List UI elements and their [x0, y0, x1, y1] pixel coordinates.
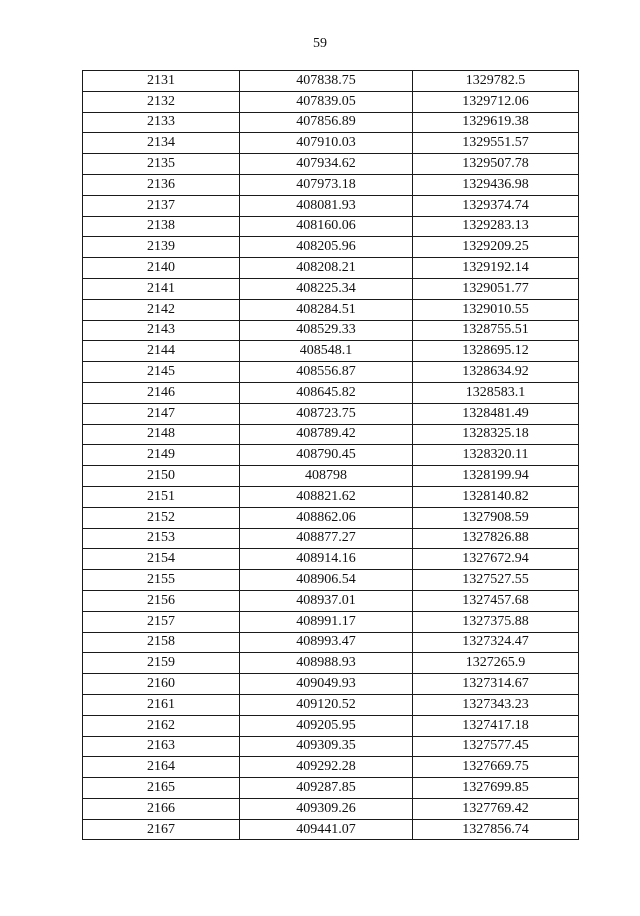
- table-row: [83, 486, 579, 507]
- x-coordinate-cell: 409309.35: [240, 736, 413, 757]
- x-coordinate-cell: 408556.87: [240, 362, 413, 383]
- coordinates-table: [82, 70, 579, 840]
- table-row: [83, 174, 579, 195]
- point-number-cell: 2149: [83, 445, 240, 466]
- page-number: 59: [313, 36, 327, 51]
- point-number-cell: 2163: [83, 736, 240, 757]
- table-row: [83, 445, 579, 466]
- table-row: [83, 674, 579, 695]
- table-row: [83, 528, 579, 549]
- x-coordinate-cell: 408789.42: [240, 424, 413, 445]
- y-coordinate-cell: 1328199.94: [413, 466, 579, 487]
- x-coordinate-cell: 408993.47: [240, 632, 413, 653]
- point-number-cell: 2143: [83, 320, 240, 341]
- y-coordinate-cell: 1328695.12: [413, 341, 579, 362]
- table-row: [83, 299, 579, 320]
- x-coordinate-cell: 408723.75: [240, 403, 413, 424]
- table-row: [83, 694, 579, 715]
- x-coordinate-cell: 408821.62: [240, 486, 413, 507]
- coordinates-table-body: [83, 71, 579, 840]
- x-coordinate-cell: 409292.28: [240, 757, 413, 778]
- y-coordinate-cell: 1327314.67: [413, 674, 579, 695]
- y-coordinate-cell: 1329209.25: [413, 237, 579, 258]
- point-number-cell: 2164: [83, 757, 240, 778]
- table-row: [83, 736, 579, 757]
- table-row: [83, 237, 579, 258]
- point-number-cell: 2162: [83, 715, 240, 736]
- table-row: [83, 798, 579, 819]
- x-coordinate-cell: 408548.1: [240, 341, 413, 362]
- y-coordinate-cell: 1327577.45: [413, 736, 579, 757]
- point-number-cell: 2135: [83, 154, 240, 175]
- table-row: [83, 216, 579, 237]
- y-coordinate-cell: 1329010.55: [413, 299, 579, 320]
- table-row: [83, 507, 579, 528]
- y-coordinate-cell: 1329712.06: [413, 91, 579, 112]
- table-row: [83, 590, 579, 611]
- y-coordinate-cell: 1329192.14: [413, 258, 579, 279]
- table-row: [83, 341, 579, 362]
- point-number-cell: 2146: [83, 382, 240, 403]
- point-number-cell: 2152: [83, 507, 240, 528]
- point-number-cell: 2157: [83, 611, 240, 632]
- point-number-cell: 2160: [83, 674, 240, 695]
- y-coordinate-cell: 1327527.55: [413, 570, 579, 591]
- y-coordinate-cell: 1328325.18: [413, 424, 579, 445]
- table-row: [83, 112, 579, 133]
- x-coordinate-cell: 408906.54: [240, 570, 413, 591]
- point-number-cell: 2153: [83, 528, 240, 549]
- point-number-cell: 2148: [83, 424, 240, 445]
- point-number-cell: 2151: [83, 486, 240, 507]
- table-row: [83, 362, 579, 383]
- table-row: [83, 133, 579, 154]
- y-coordinate-cell: 1329551.57: [413, 133, 579, 154]
- point-number-cell: 2142: [83, 299, 240, 320]
- table-row: [83, 320, 579, 341]
- y-coordinate-cell: 1329283.13: [413, 216, 579, 237]
- y-coordinate-cell: 1328481.49: [413, 403, 579, 424]
- x-coordinate-cell: 408790.45: [240, 445, 413, 466]
- y-coordinate-cell: 1329436.98: [413, 174, 579, 195]
- point-number-cell: 2133: [83, 112, 240, 133]
- table-row: [83, 154, 579, 175]
- x-coordinate-cell: 407838.75: [240, 71, 413, 92]
- x-coordinate-cell: 407856.89: [240, 112, 413, 133]
- x-coordinate-cell: 408991.17: [240, 611, 413, 632]
- point-number-cell: 2155: [83, 570, 240, 591]
- point-number-cell: 2136: [83, 174, 240, 195]
- x-coordinate-cell: 407973.18: [240, 174, 413, 195]
- x-coordinate-cell: 409287.85: [240, 778, 413, 799]
- x-coordinate-cell: 407910.03: [240, 133, 413, 154]
- table-row: [83, 653, 579, 674]
- y-coordinate-cell: 1328634.92: [413, 362, 579, 383]
- y-coordinate-cell: 1327672.94: [413, 549, 579, 570]
- table-row: [83, 549, 579, 570]
- y-coordinate-cell: 1328140.82: [413, 486, 579, 507]
- table-row: [83, 278, 579, 299]
- point-number-cell: 2134: [83, 133, 240, 154]
- x-coordinate-cell: 408225.34: [240, 278, 413, 299]
- table-row: [83, 71, 579, 92]
- x-coordinate-cell: 408160.06: [240, 216, 413, 237]
- x-coordinate-cell: 408988.93: [240, 653, 413, 674]
- point-number-cell: 2156: [83, 590, 240, 611]
- point-number-cell: 2167: [83, 819, 240, 840]
- x-coordinate-cell: 409205.95: [240, 715, 413, 736]
- y-coordinate-cell: 1327457.68: [413, 590, 579, 611]
- x-coordinate-cell: 408798: [240, 466, 413, 487]
- x-coordinate-cell: 408862.06: [240, 507, 413, 528]
- x-coordinate-cell: 408937.01: [240, 590, 413, 611]
- x-coordinate-cell: 407839.05: [240, 91, 413, 112]
- x-coordinate-cell: 408284.51: [240, 299, 413, 320]
- y-coordinate-cell: 1329782.5: [413, 71, 579, 92]
- point-number-cell: 2166: [83, 798, 240, 819]
- point-number-cell: 2131: [83, 71, 240, 92]
- table-row: [83, 778, 579, 799]
- table-row: [83, 91, 579, 112]
- y-coordinate-cell: 1327265.9: [413, 653, 579, 674]
- table-row: [83, 632, 579, 653]
- x-coordinate-cell: 408208.21: [240, 258, 413, 279]
- point-number-cell: 2144: [83, 341, 240, 362]
- table-row: [83, 382, 579, 403]
- point-number-cell: 2137: [83, 195, 240, 216]
- y-coordinate-cell: 1328755.51: [413, 320, 579, 341]
- y-coordinate-cell: 1327343.23: [413, 694, 579, 715]
- x-coordinate-cell: 408914.16: [240, 549, 413, 570]
- x-coordinate-cell: 408081.93: [240, 195, 413, 216]
- x-coordinate-cell: 409120.52: [240, 694, 413, 715]
- y-coordinate-cell: 1327699.85: [413, 778, 579, 799]
- y-coordinate-cell: 1327908.59: [413, 507, 579, 528]
- y-coordinate-cell: 1327669.75: [413, 757, 579, 778]
- x-coordinate-cell: 408529.33: [240, 320, 413, 341]
- table-row: [83, 570, 579, 591]
- point-number-cell: 2159: [83, 653, 240, 674]
- y-coordinate-cell: 1329374.74: [413, 195, 579, 216]
- table-row: [83, 611, 579, 632]
- point-number-cell: 2161: [83, 694, 240, 715]
- table-row: [83, 424, 579, 445]
- x-coordinate-cell: 407934.62: [240, 154, 413, 175]
- point-number-cell: 2132: [83, 91, 240, 112]
- y-coordinate-cell: 1327417.18: [413, 715, 579, 736]
- x-coordinate-cell: 408205.96: [240, 237, 413, 258]
- point-number-cell: 2147: [83, 403, 240, 424]
- table-row: [83, 819, 579, 840]
- point-number-cell: 2138: [83, 216, 240, 237]
- table-row: [83, 466, 579, 487]
- point-number-cell: 2158: [83, 632, 240, 653]
- table-row: [83, 757, 579, 778]
- point-number-cell: 2154: [83, 549, 240, 570]
- y-coordinate-cell: 1327769.42: [413, 798, 579, 819]
- y-coordinate-cell: 1328320.11: [413, 445, 579, 466]
- table-row: [83, 258, 579, 279]
- point-number-cell: 2165: [83, 778, 240, 799]
- y-coordinate-cell: 1327324.47: [413, 632, 579, 653]
- point-number-cell: 2140: [83, 258, 240, 279]
- point-number-cell: 2139: [83, 237, 240, 258]
- table-row: [83, 195, 579, 216]
- point-number-cell: 2145: [83, 362, 240, 383]
- y-coordinate-cell: 1329619.38: [413, 112, 579, 133]
- point-number-cell: 2150: [83, 466, 240, 487]
- point-number-cell: 2141: [83, 278, 240, 299]
- y-coordinate-cell: 1329051.77: [413, 278, 579, 299]
- y-coordinate-cell: 1327375.88: [413, 611, 579, 632]
- table-row: [83, 403, 579, 424]
- x-coordinate-cell: 409309.26: [240, 798, 413, 819]
- y-coordinate-cell: 1329507.78: [413, 154, 579, 175]
- table-row: [83, 715, 579, 736]
- x-coordinate-cell: 409441.07: [240, 819, 413, 840]
- y-coordinate-cell: 1327856.74: [413, 819, 579, 840]
- y-coordinate-cell: 1327826.88: [413, 528, 579, 549]
- x-coordinate-cell: 408877.27: [240, 528, 413, 549]
- x-coordinate-cell: 408645.82: [240, 382, 413, 403]
- x-coordinate-cell: 409049.93: [240, 674, 413, 695]
- y-coordinate-cell: 1328583.1: [413, 382, 579, 403]
